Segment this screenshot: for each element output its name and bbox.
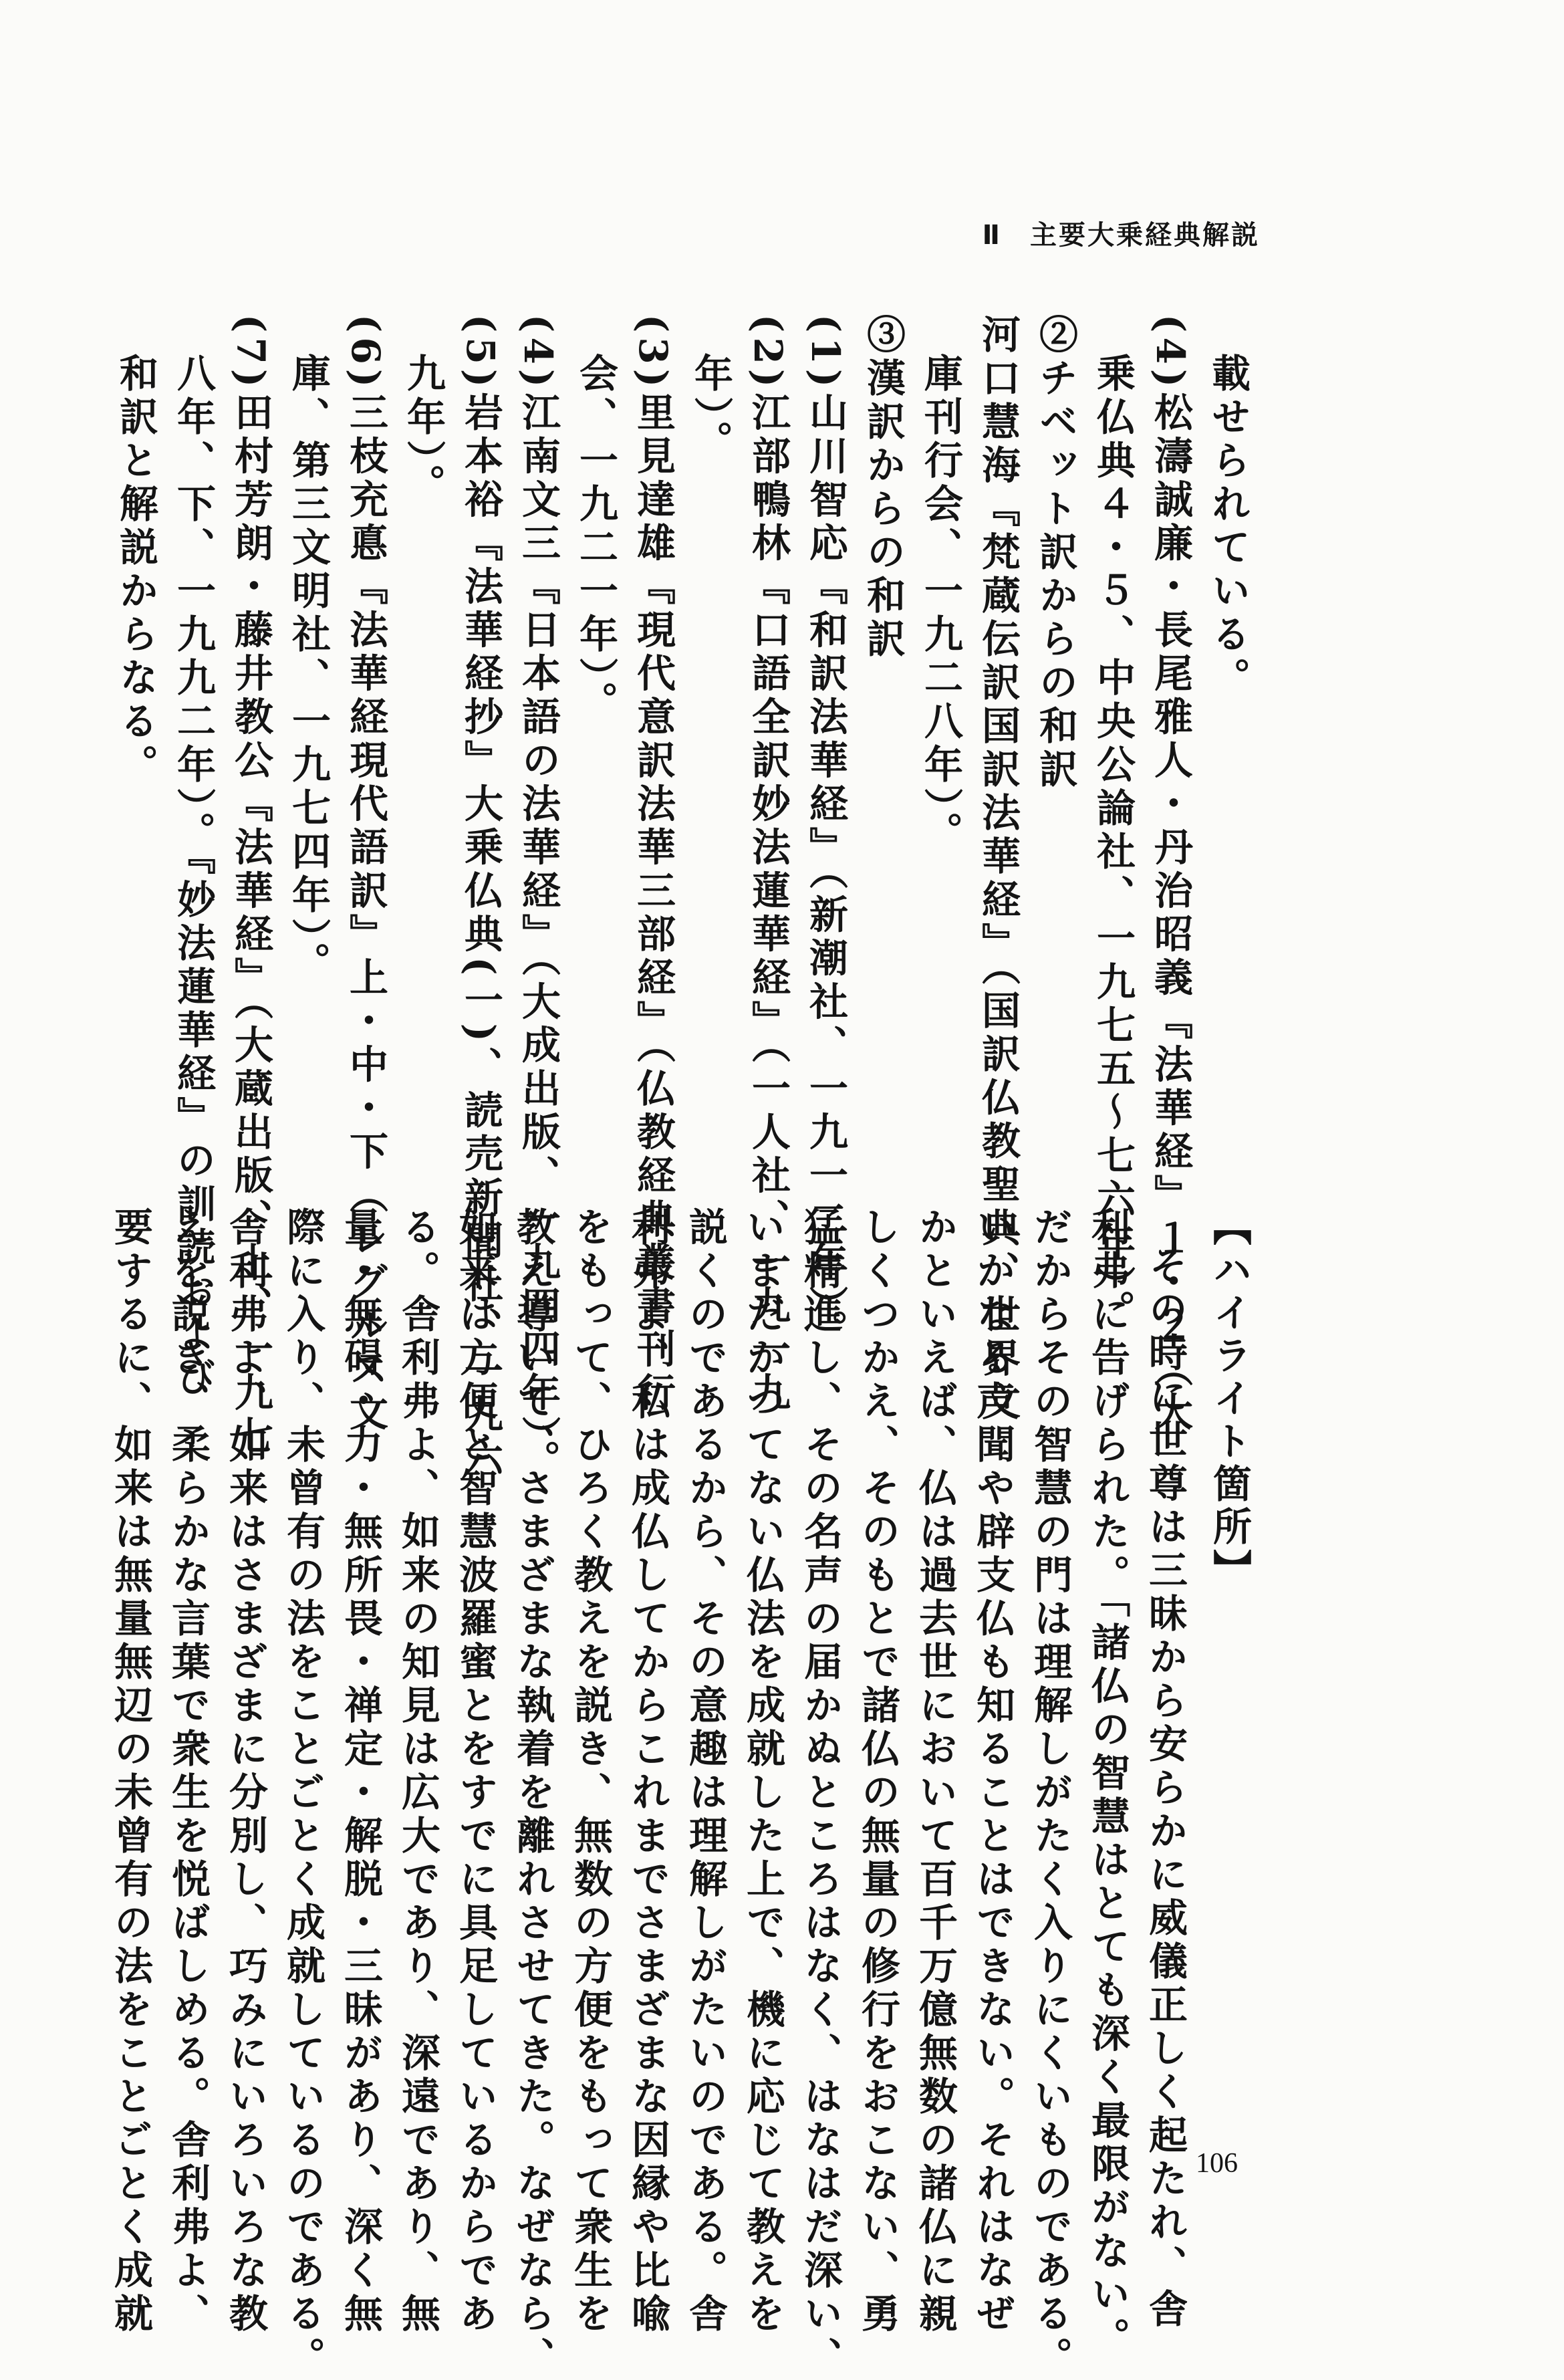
running-header bbox=[983, 214, 1260, 252]
text-line: 九年）。 bbox=[400, 353, 446, 507]
text-line: 猛精進し、その名声の届かぬところはなく、はなはだ深い、 bbox=[797, 1207, 843, 2380]
text-line: その時に世尊は三昧から安らかに威儀正しく起たれ、舎 bbox=[1142, 1245, 1188, 2332]
bibliography-entry: (4)江南文三『日本語の法華経』（大成出版、一九四四年）。 bbox=[515, 314, 561, 1483]
bibliography-entry: (4)松濤誠廉・長尾雅人・丹治昭義『法華経』１・２（大 bbox=[1148, 314, 1193, 1435]
text-line: 要するに、如来は無量無辺の未曾有の法をことごとく成就 bbox=[108, 1207, 153, 2337]
text-line: いまだかつてない仏法を成就した上で、機に応じて教えを bbox=[740, 1207, 785, 2337]
text-line: 会、一九二一年）。 bbox=[573, 353, 618, 725]
bibliography-entry: (2)江部鴨林『口語全訳妙法蓮華経』（一人社、一九一九 bbox=[745, 314, 791, 1416]
text-line: 際に入り、未曾有の法をことごとく成就しているのである。 bbox=[280, 1207, 325, 2380]
text-line: 利弗よ、私は成仏してからこれまでさまざまな因縁や比喩 bbox=[625, 1207, 670, 2337]
text-line: 庫刊行会、一九二八年）。 bbox=[918, 353, 963, 855]
text-line: 如来は方便と智慧波羅蜜とをすでに具足しているからであ bbox=[452, 1207, 498, 2337]
text-line: 年）。 bbox=[688, 353, 733, 464]
bibliography-entry: (3)里見達雄『現代意訳法華三部経』（仏教経典叢書刊行 bbox=[630, 314, 676, 1416]
text-line: 利弗に告げられた。「諸仏の智慧はとても深く最限がない。 bbox=[1085, 1207, 1130, 2361]
bibliography-entry: 河口慧海『梵蔵伝訳国訳法華経』（国訳仏教聖典、世界文 bbox=[975, 314, 1021, 1425]
text-line: 八年、下、一九九二年）。『妙法蓮華経』の訓読および bbox=[170, 353, 216, 1401]
text-line: 載せられている。 bbox=[1205, 353, 1251, 701]
text-line: をもって、ひろく教えを説き、無数の方便をもって衆生を bbox=[567, 1207, 613, 2337]
bibliography-entry: (6)三枝充悳『法華経現代語訳』上・中・下（レグルス文 bbox=[343, 314, 388, 1435]
text-line: いかなる声聞や辟支仏も知ることはできない。それはなぜ bbox=[970, 1207, 1015, 2337]
subsection-heading: ②チベット訳からの和訳 bbox=[1033, 314, 1078, 792]
section-heading: 【ハイライト箇所】 bbox=[1206, 1207, 1252, 1592]
text-line: えを説き、柔らかな言葉で衆生を悦ばしめる。舎利弗よ、 bbox=[165, 1207, 211, 2337]
text-line: しくつかえ、そのもとで諸仏の無量の修行をおこない、勇 bbox=[855, 1207, 900, 2337]
bibliography-entry: (1)山川智応『和訳法華経』（新潮社、一九一二年）。 bbox=[803, 314, 848, 1353]
text-line: 庫、第三文明社、一九七四年）。 bbox=[285, 353, 331, 985]
text-line: 舎利弗よ、如来はさまざまに分別し、巧みにいろいろな教 bbox=[223, 1207, 268, 2337]
bibliography-entry: (7)田村芳朗・藤井教公『法華経』（大蔵出版、上、一九七 bbox=[228, 314, 273, 1459]
text-line: 乗仏典４・５、中央公論社、一九七五～七六年）。 bbox=[1090, 353, 1136, 1333]
page-number: 106 bbox=[1196, 2148, 1238, 2179]
text-line: る。舎利弗よ、如来の知見は広大であり、深遠であり、無 bbox=[395, 1207, 440, 2337]
text-line: 和訳と解説からなる。 bbox=[113, 353, 158, 788]
part-number: Ⅱ bbox=[982, 220, 1002, 251]
text-line: だからその智慧の門は理解しがたく入りにくいものである。 bbox=[1027, 1207, 1073, 2380]
text-line: 教え導いて、さまざまな執着を離れさせてきた。なぜなら、 bbox=[510, 1207, 555, 2380]
text-line: 量・無碍・力・無所畏・禅定・解脱・三昧があり、深く無 bbox=[338, 1207, 383, 2337]
subsection-heading: ③漢訳からの和訳 bbox=[860, 314, 906, 662]
text-line: かといえば、仏は過去世において百千万億無数の諸仏に親 bbox=[912, 1207, 958, 2337]
text-line: 説くのであるから、その意趣は理解しがたいのである。舎 bbox=[682, 1207, 728, 2337]
bibliography-entry: (5)岩本裕『法華経抄』大乗仏典(一)、読売新聞社、一九六 bbox=[458, 314, 503, 1481]
chapter-title: 主要大乗経典解説 bbox=[1030, 220, 1260, 251]
